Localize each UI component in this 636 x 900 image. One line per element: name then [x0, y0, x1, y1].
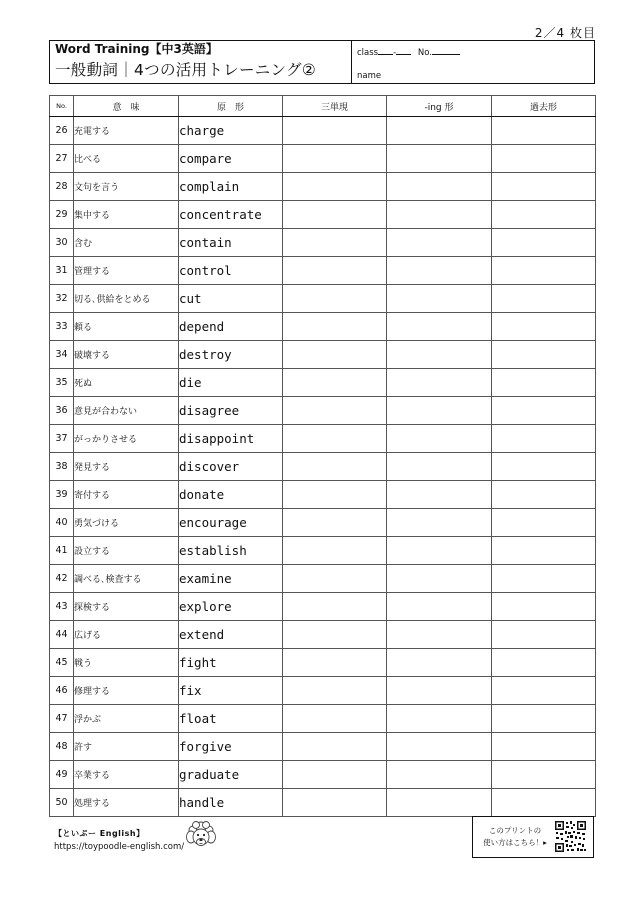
table-row: [50, 649, 596, 677]
past-form-answer-cell[interactable]: [492, 481, 596, 509]
table-row: [50, 761, 596, 789]
row-meaning: 寄付する: [74, 481, 179, 509]
row-meaning: 許す: [74, 733, 179, 761]
third-person-answer-cell[interactable]: [283, 621, 387, 649]
ing-form-answer-cell[interactable]: [387, 761, 492, 789]
ing-form-answer-cell[interactable]: [387, 481, 492, 509]
past-form-answer-cell[interactable]: [492, 509, 596, 537]
table-row: [50, 229, 596, 257]
ing-form-answer-cell[interactable]: [387, 789, 492, 817]
table-row: [50, 537, 596, 565]
row-number: 38: [50, 453, 74, 481]
row-meaning: 設立する: [74, 537, 179, 565]
row-base-form: complain: [179, 173, 283, 201]
row-base-form: float: [179, 705, 283, 733]
past-form-answer-cell[interactable]: [492, 257, 596, 285]
third-person-answer-cell[interactable]: [283, 425, 387, 453]
row-number: 48: [50, 733, 74, 761]
past-form-answer-cell[interactable]: [492, 677, 596, 705]
word-rows: [50, 117, 596, 817]
ing-form-answer-cell[interactable]: [387, 509, 492, 537]
row-number: 43: [50, 593, 74, 621]
ing-form-answer-cell[interactable]: [387, 733, 492, 761]
ing-form-answer-cell[interactable]: [387, 621, 492, 649]
third-person-answer-cell[interactable]: [283, 593, 387, 621]
row-meaning: 広げる: [74, 621, 179, 649]
row-base-form: disagree: [179, 397, 283, 425]
table-row: [50, 733, 596, 761]
table-row: [50, 285, 596, 313]
row-base-form: graduate: [179, 761, 283, 789]
row-base-form: concentrate: [179, 201, 283, 229]
student-no-blank: [432, 45, 460, 55]
table-row: [50, 145, 596, 173]
third-person-answer-cell[interactable]: [283, 285, 387, 313]
table-header-row: [50, 96, 596, 117]
past-form-answer-cell[interactable]: [492, 397, 596, 425]
page-number: 2／4 枚目: [534, 26, 596, 40]
table-row: [50, 117, 596, 145]
worksheet-subtitle: Word Training【中3英語】: [55, 42, 218, 56]
past-form-answer-cell[interactable]: [492, 789, 596, 817]
row-number: 37: [50, 425, 74, 453]
row-meaning: 比べる: [74, 145, 179, 173]
past-form-answer-cell[interactable]: [492, 453, 596, 481]
ing-form-answer-cell[interactable]: [387, 537, 492, 565]
row-meaning: 卒業する: [74, 761, 179, 789]
table-row: [50, 565, 596, 593]
row-number: 32: [50, 285, 74, 313]
third-person-answer-cell[interactable]: [283, 705, 387, 733]
name-label: name: [357, 71, 382, 81]
table-row: [50, 173, 596, 201]
table-row: [50, 593, 596, 621]
usage-guide-line-2: 使い方はこちら！▸: [483, 838, 547, 847]
ing-form-answer-cell[interactable]: [387, 397, 492, 425]
student-no-label: No.: [417, 48, 433, 58]
row-number: 39: [50, 481, 74, 509]
row-base-form: handle: [179, 789, 283, 817]
ing-form-answer-cell[interactable]: [387, 649, 492, 677]
row-number: 30: [50, 229, 74, 257]
third-person-answer-cell[interactable]: [283, 369, 387, 397]
usage-guide-text: [479, 825, 551, 849]
row-meaning: 切る､供給をとめる: [74, 285, 179, 313]
row-meaning: 発見する: [74, 453, 179, 481]
row-base-form: explore: [179, 593, 283, 621]
row-meaning: 探検する: [74, 593, 179, 621]
row-number: 26: [50, 117, 74, 145]
row-number: 31: [50, 257, 74, 285]
table-row: [50, 257, 596, 285]
class-separator: -: [393, 48, 397, 58]
third-person-answer-cell[interactable]: [283, 341, 387, 369]
ing-form-answer-cell[interactable]: [387, 593, 492, 621]
third-person-answer-cell[interactable]: [283, 453, 387, 481]
row-number: 40: [50, 509, 74, 537]
row-base-form: die: [179, 369, 283, 397]
column-header-past: 過去形: [492, 96, 596, 117]
table-row: [50, 621, 596, 649]
class-label: class: [357, 48, 379, 58]
row-number: 46: [50, 677, 74, 705]
usage-guide-line-1: このプリントの: [488, 826, 542, 835]
row-number: 50: [50, 789, 74, 817]
table-row: [50, 369, 596, 397]
column-header-third-person: 三単現: [283, 96, 387, 117]
worksheet-title: 一般動詞｜4つの活用トレーニング②: [55, 61, 317, 79]
past-form-answer-cell[interactable]: [492, 425, 596, 453]
row-number: 33: [50, 313, 74, 341]
row-number: 41: [50, 537, 74, 565]
past-form-answer-cell[interactable]: [492, 313, 596, 341]
poodle-mascot-icon: [184, 820, 218, 854]
ing-form-answer-cell[interactable]: [387, 229, 492, 257]
row-base-form: donate: [179, 481, 283, 509]
third-person-answer-cell[interactable]: [283, 201, 387, 229]
third-person-answer-cell[interactable]: [283, 145, 387, 173]
column-header-ing: -ing 形: [387, 96, 492, 117]
row-base-form: forgive: [179, 733, 283, 761]
ing-form-answer-cell[interactable]: [387, 453, 492, 481]
ing-form-answer-cell[interactable]: [387, 201, 492, 229]
third-person-answer-cell[interactable]: [283, 117, 387, 145]
row-meaning: 勇気づける: [74, 509, 179, 537]
row-base-form: control: [179, 257, 283, 285]
past-form-answer-cell[interactable]: [492, 369, 596, 397]
ing-form-answer-cell[interactable]: [387, 677, 492, 705]
table-row: [50, 677, 596, 705]
row-base-form: contain: [179, 229, 283, 257]
table-row: [50, 341, 596, 369]
row-meaning: 調べる､検査する: [74, 565, 179, 593]
table-row: [50, 453, 596, 481]
third-person-answer-cell[interactable]: [283, 173, 387, 201]
row-meaning: 含む: [74, 229, 179, 257]
past-form-answer-cell[interactable]: [492, 117, 596, 145]
third-person-answer-cell[interactable]: [283, 397, 387, 425]
third-person-answer-cell[interactable]: [283, 733, 387, 761]
table-row: [50, 705, 596, 733]
third-person-answer-cell[interactable]: [283, 789, 387, 817]
past-form-answer-cell[interactable]: [492, 341, 596, 369]
past-form-answer-cell[interactable]: [492, 229, 596, 257]
row-number: 34: [50, 341, 74, 369]
past-form-answer-cell[interactable]: [492, 761, 596, 789]
ing-form-answer-cell[interactable]: [387, 425, 492, 453]
class-number-line: [357, 45, 460, 58]
table-row: [50, 397, 596, 425]
table-row: [50, 425, 596, 453]
row-number: 29: [50, 201, 74, 229]
brand-block: [54, 828, 184, 852]
ing-form-answer-cell[interactable]: [387, 117, 492, 145]
ing-form-answer-cell[interactable]: [387, 285, 492, 313]
ing-form-answer-cell[interactable]: [387, 313, 492, 341]
past-form-answer-cell[interactable]: [492, 593, 596, 621]
third-person-answer-cell[interactable]: [283, 229, 387, 257]
class-number-blank: [396, 45, 411, 55]
column-header-meaning: 意 味: [74, 96, 179, 117]
student-info-block: [352, 41, 594, 83]
row-meaning: 集中する: [74, 201, 179, 229]
row-meaning: 死ぬ: [74, 369, 179, 397]
past-form-answer-cell[interactable]: [492, 705, 596, 733]
row-meaning: 破壊する: [74, 341, 179, 369]
past-form-answer-cell[interactable]: [492, 537, 596, 565]
row-meaning: 文句を言う: [74, 173, 179, 201]
column-header-base: 原 形: [179, 96, 283, 117]
row-base-form: discover: [179, 453, 283, 481]
row-base-form: encourage: [179, 509, 283, 537]
third-person-answer-cell[interactable]: [283, 313, 387, 341]
row-number: 44: [50, 621, 74, 649]
past-form-answer-cell[interactable]: [492, 201, 596, 229]
row-number: 42: [50, 565, 74, 593]
title-block: [50, 41, 352, 83]
third-person-answer-cell[interactable]: [283, 537, 387, 565]
table-row: [50, 789, 596, 817]
table-row: [50, 509, 596, 537]
third-person-answer-cell[interactable]: [283, 677, 387, 705]
past-form-answer-cell[interactable]: [492, 173, 596, 201]
row-meaning: 充電する: [74, 117, 179, 145]
row-meaning: 処理する: [74, 789, 179, 817]
third-person-answer-cell[interactable]: [283, 257, 387, 285]
usage-guide-link[interactable]: [472, 816, 594, 858]
row-number: 49: [50, 761, 74, 789]
ing-form-answer-cell[interactable]: [387, 565, 492, 593]
row-number: 27: [50, 145, 74, 173]
row-number: 35: [50, 369, 74, 397]
row-meaning: がっかりさせる: [74, 425, 179, 453]
row-number: 45: [50, 649, 74, 677]
past-form-answer-cell[interactable]: [492, 145, 596, 173]
row-base-form: destroy: [179, 341, 283, 369]
row-meaning: 浮かぶ: [74, 705, 179, 733]
row-base-form: extend: [179, 621, 283, 649]
row-meaning: 頼る: [74, 313, 179, 341]
ing-form-answer-cell[interactable]: [387, 257, 492, 285]
row-base-form: fight: [179, 649, 283, 677]
row-number: 47: [50, 705, 74, 733]
table-row: [50, 313, 596, 341]
third-person-answer-cell[interactable]: [283, 761, 387, 789]
ing-form-answer-cell[interactable]: [387, 173, 492, 201]
third-person-answer-cell[interactable]: [283, 509, 387, 537]
third-person-answer-cell[interactable]: [283, 649, 387, 677]
table-row: [50, 481, 596, 509]
brand-name: 【といぷー English】: [54, 829, 145, 838]
ing-form-answer-cell[interactable]: [387, 705, 492, 733]
row-base-form: charge: [179, 117, 283, 145]
word-table: [49, 95, 596, 817]
column-header-no: No.: [50, 96, 74, 117]
row-base-form: depend: [179, 313, 283, 341]
row-base-form: fix: [179, 677, 283, 705]
row-base-form: disappoint: [179, 425, 283, 453]
row-base-form: examine: [179, 565, 283, 593]
row-base-form: compare: [179, 145, 283, 173]
ing-form-answer-cell[interactable]: [387, 369, 492, 397]
past-form-answer-cell[interactable]: [492, 565, 596, 593]
past-form-answer-cell[interactable]: [492, 285, 596, 313]
ing-form-answer-cell[interactable]: [387, 145, 492, 173]
table-row: [50, 201, 596, 229]
row-base-form: establish: [179, 537, 283, 565]
row-meaning: 修理する: [74, 677, 179, 705]
row-base-form: cut: [179, 285, 283, 313]
row-meaning: 戦う: [74, 649, 179, 677]
row-number: 36: [50, 397, 74, 425]
past-form-answer-cell[interactable]: [492, 649, 596, 677]
worksheet-header: [49, 40, 595, 84]
row-meaning: 意見が合わない: [74, 397, 179, 425]
row-meaning: 管理する: [74, 257, 179, 285]
past-form-answer-cell[interactable]: [492, 733, 596, 761]
qr-code-icon: [554, 820, 587, 853]
brand-url-link[interactable]: https://toypoodle-english.com/: [54, 842, 185, 852]
third-person-answer-cell[interactable]: [283, 565, 387, 593]
third-person-answer-cell[interactable]: [283, 481, 387, 509]
past-form-answer-cell[interactable]: [492, 621, 596, 649]
class-blank: [378, 45, 393, 55]
row-number: 28: [50, 173, 74, 201]
ing-form-answer-cell[interactable]: [387, 341, 492, 369]
